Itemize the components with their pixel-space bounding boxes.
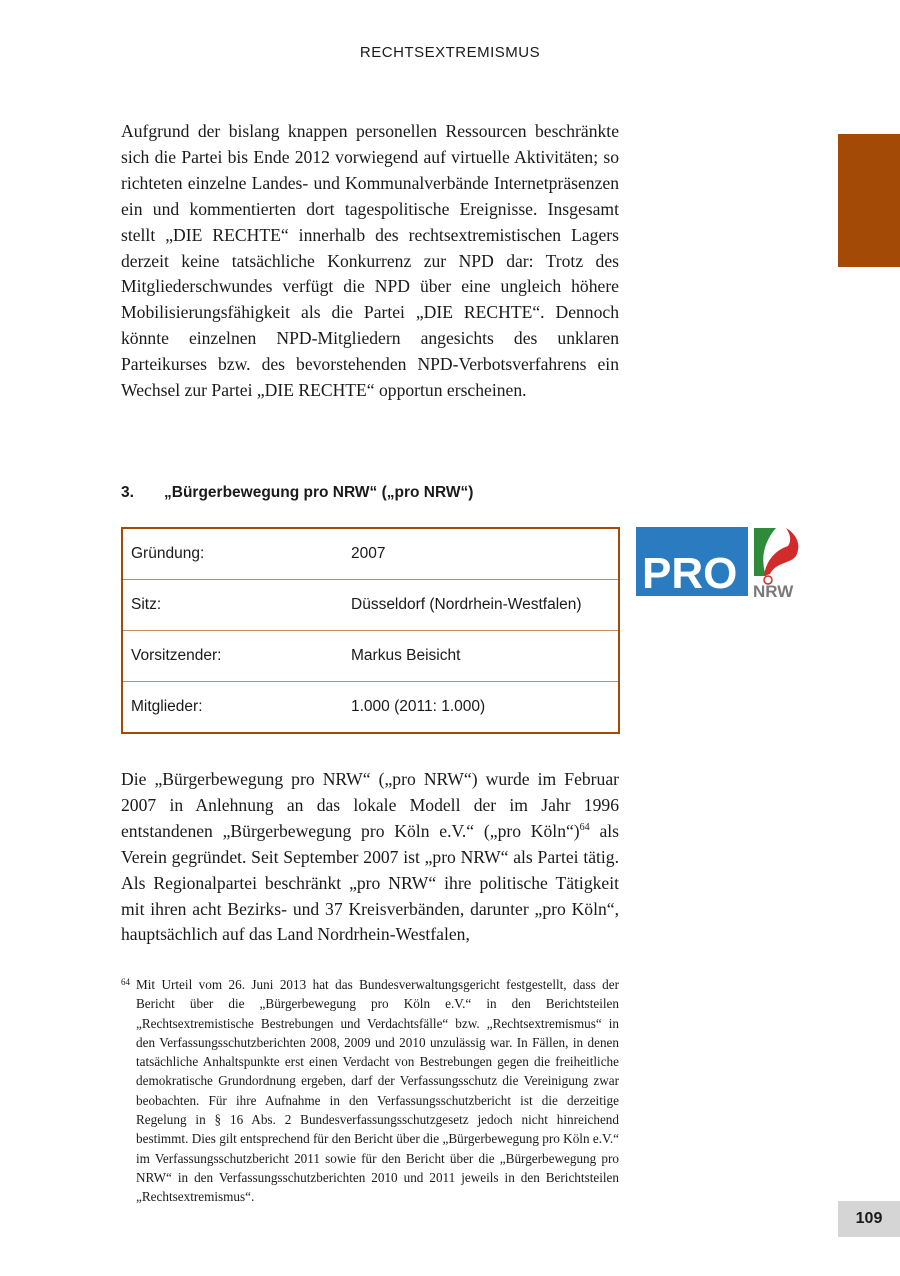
logo-nrw-text: NRW bbox=[753, 582, 794, 600]
row-label: Vorsitzender: bbox=[122, 631, 341, 682]
party-info-table bbox=[121, 527, 620, 734]
footnote-reference[interactable]: 64 bbox=[579, 821, 590, 833]
table-row bbox=[122, 682, 619, 734]
paragraph-2-text-b: als Verein gegründet. Seit September 2007 ist „pro NRW“ als Partei tätig. Als Regionalpartei beschränkt „pro NRW“ ihre politische Tätigkeit mit ihren acht Bezirks- und 37 Kreisverbänden, darunter „pro Köln“, hauptsächlich auf das Land Nordrhein-Westfalen, bbox=[121, 820, 619, 945]
row-value: Markus Beisicht bbox=[341, 631, 619, 682]
table-row bbox=[122, 580, 619, 631]
table-row bbox=[122, 528, 619, 580]
footnote bbox=[121, 975, 619, 1207]
body-paragraph-2 bbox=[121, 767, 619, 948]
paragraph-2-text-a: Die „Bürgerbewegung pro NRW“ („pro NRW“) wurde im Februar 2007 in Anlehnung an das lokale Modell der im Jahr 1996 entstandenen „Bürgerbewegung pro Köln e.V.“ („pro Köln“) bbox=[121, 769, 619, 841]
running-head: RECHTSEXTREMISMUS bbox=[359, 44, 541, 61]
row-label: Sitz: bbox=[122, 580, 341, 631]
page-number: 109 bbox=[838, 1201, 900, 1237]
body-paragraph-1: Aufgrund der bislang knappen personellen Ressourcen beschränkte sich die Partei bis Ende 2012 vorwiegend auf virtuelle Aktivitäten; so richteten einzelne Landes- und Kommunalverbände Internetpräsenzen ein und kommentierten dort tagespolitische Ereignisse. Insgesamt stellt „DIE RECHTE“ innerhalb des rechtsextremistischen Lagers derzeit keine tatsächliche Konkurrenz zur NPD dar: Trotz des Mitgliederschwundes verfügt die NPD über eine ungleich höhere Mobilisierungsfähigkeit als die Partei „DIE RECHTE“. Dennoch könnte einzelnen NPD-Mitgliedern angesichts des unklaren Parteikurses bzw. des bevorstehenden NPD-Verbotsverfahrens ein Wechsel zur Partei „DIE RECHTE“ opportun erscheinen. bbox=[121, 121, 619, 401]
row-label: Gründung: bbox=[122, 528, 341, 580]
row-value: Düsseldorf (Nordrhein-Westfalen) bbox=[341, 580, 619, 631]
chapter-color-tab bbox=[838, 134, 900, 267]
table-row bbox=[122, 631, 619, 682]
pro-nrw-logo bbox=[636, 526, 806, 600]
footnote-number: 64 bbox=[121, 977, 130, 987]
row-value: 2007 bbox=[341, 528, 619, 580]
row-value: 1.000 (2011: 1.000) bbox=[351, 698, 486, 715]
section-title: „Bürgerbewegung pro NRW“ („pro NRW“) bbox=[164, 484, 474, 501]
row-label: Mitglieder: bbox=[131, 698, 203, 715]
section-heading bbox=[121, 484, 473, 502]
footnote-text: Mit Urteil vom 26. Juni 2013 hat das Bundesverwaltungsgericht festgestellt, dass der Bericht über die „Bürgerbewegung pro Köln e.V.“ in den Berichtsteilen „Rechtsextremistische Bestrebungen und Verdachtsfälle“ bzw. „Rechtsextremismus“ in den Verfassungsschutzberichten 2008, 2009 und 2010 unzulässig war. In Fällen, in denen tatsächliche Anhaltspunkte erst einen Verdacht von Bestrebungen gegen die freiheitliche demokratische Grundordnung ergeben, darf der Verfassungsschutz die Vereinigung zwar beobachten. Für ihre Aufnahme in den Verfassungsschutzbericht ist die derzeitige Regelung in § 16 Abs. 2 Bundesverfassungsschutzgesetz jedoch nicht hinreichend bestimmt. Dies gilt entsprechend für den Bericht über die „Bürgerbewegung pro Köln e.V.“ im Verfassungsschutzbericht 2011 sowie für den Bericht über die „Bürgerbewegung pro NRW“ in den Verfassungsschutzberichten 2010 und 2011 jeweils in den Berichtsteilen „Rechtsextremismus“. bbox=[136, 977, 619, 1205]
logo-pro-text: PRO bbox=[642, 549, 738, 598]
section-number: 3. bbox=[121, 484, 134, 501]
